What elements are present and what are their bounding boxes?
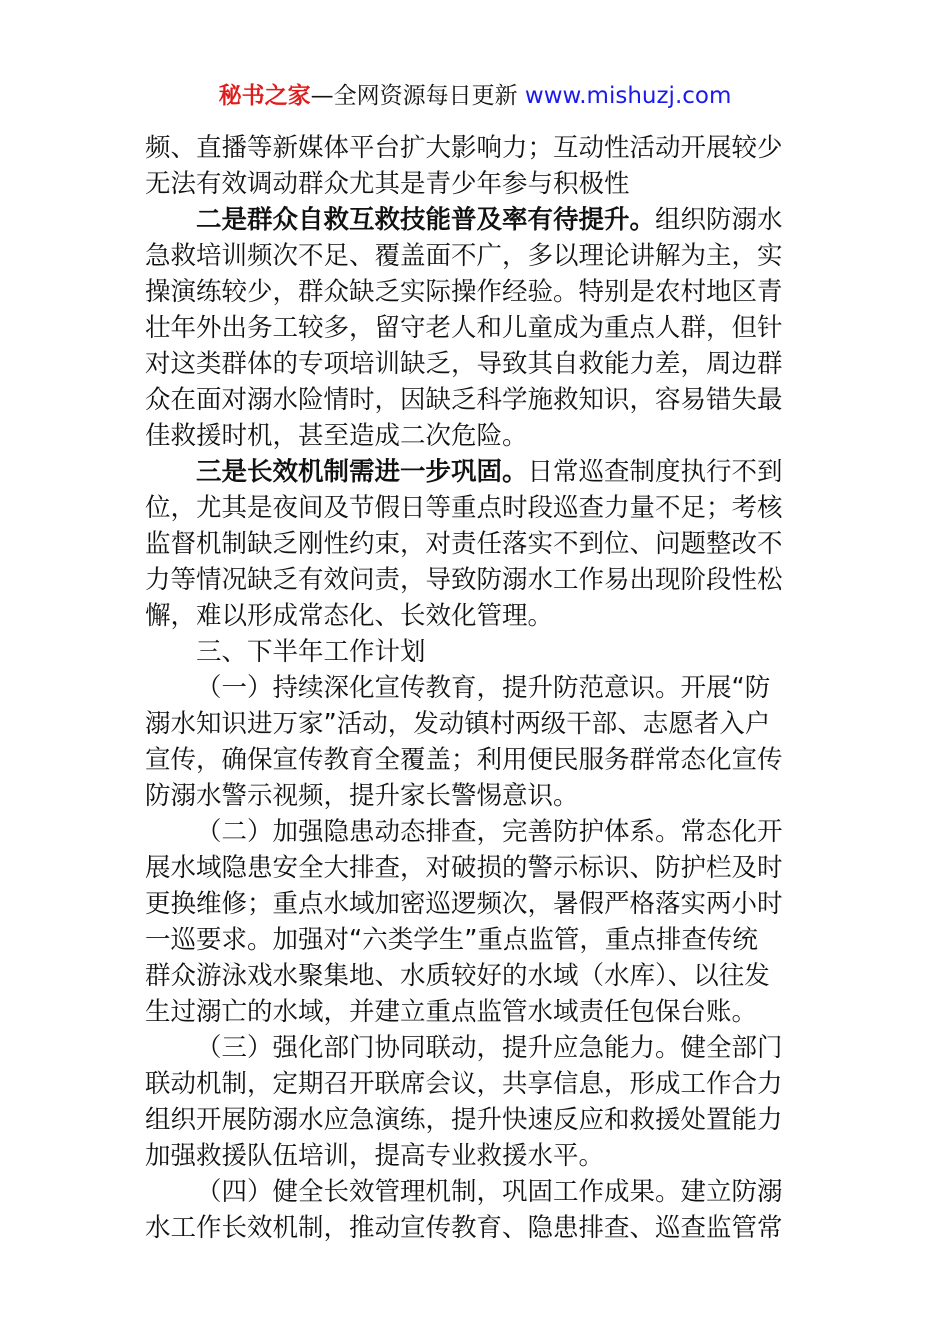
text-line: （一）持续深化宣传教育，提升防范意识。开展“防 bbox=[196, 673, 771, 703]
text-line: 监督机制缺乏刚性约束，对责任落实不到位、问题整改不 bbox=[145, 529, 783, 559]
text-line: 一巡要求。加强对“六类学生”重点监管，重点排查传统 bbox=[145, 925, 758, 955]
text-line: 联动机制，定期召开联席会议，共享信息，形成工作合力 bbox=[145, 1069, 783, 1099]
site-brand: 秘书之家 bbox=[218, 83, 311, 109]
section-heading: 三、下半年工作计划 bbox=[196, 637, 426, 667]
text-line: 位，尤其是夜间及节假日等重点时段巡查力量不足；考核 bbox=[145, 493, 783, 523]
text-line: 众在面对溺水险情时，因缺乏科学施救知识，容易错失最 bbox=[145, 385, 783, 415]
text-line: （二）加强隐患动态排查，完善防护体系。常态化开 bbox=[196, 817, 783, 847]
document-body bbox=[145, 130, 807, 1246]
text-line: （四）健全长效管理机制，巩固工作成果。建立防溺 bbox=[196, 1177, 783, 1207]
text-line: 水工作长效机制，推动宣传教育、隐患排查、巡查监管常 bbox=[145, 1213, 783, 1243]
text-line: 频、直播等新媒体平台扩大影响力；互动性活动开展较少 bbox=[145, 133, 783, 163]
text-line: 群众游泳戏水聚集地、水质较好的水域（水库）、以往发 bbox=[145, 961, 770, 991]
text-line: 加强救援队伍培训，提高专业救援水平。 bbox=[145, 1141, 605, 1171]
site-tagline: —全网资源每日更新 bbox=[310, 83, 525, 109]
text-line: 生过溺亡的水域，并建立重点监管水域责任包保台账。 bbox=[145, 997, 758, 1027]
text-line: 三是长效机制需进一步巩固。日常巡查制度执行不到 bbox=[196, 457, 783, 487]
text-line: 操演练较少，群众缺乏实际操作经验。特别是农村地区青 bbox=[145, 277, 783, 307]
text-line: （三）强化部门协同联动，提升应急能力。健全部门 bbox=[196, 1033, 783, 1063]
site-header bbox=[0, 80, 950, 112]
text-line: 二是群众自救互救技能普及率有待提升。组织防溺水 bbox=[196, 205, 783, 235]
paragraph-lead: 三是长效机制需进一步巩固。 bbox=[196, 457, 528, 487]
text-line: 宣传，确保宣传教育全覆盖；利用便民服务群常态化宣传 bbox=[145, 745, 783, 775]
text-line: 佳救援时机，甚至造成二次危险。 bbox=[145, 421, 528, 451]
text-line: 防溺水警示视频，提升家长警惕意识。 bbox=[145, 781, 579, 811]
text-line: 壮年外出务工较多，留守老人和儿童成为重点人群，但针 bbox=[145, 313, 783, 343]
text-line: 组织开展防溺水应急演练，提升快速反应和救援处置能力 bbox=[145, 1105, 783, 1135]
text-line: 无法有效调动群众尤其是青少年参与积极性 bbox=[145, 169, 630, 199]
text-line: 力等情况缺乏有效问责，导致防溺水工作易出现阶段性松 bbox=[145, 565, 783, 595]
text-line: 更换维修；重点水域加密巡逻频次，暑假严格落实两小时 bbox=[145, 889, 783, 919]
paragraph-lead: 二是群众自救互救技能普及率有待提升。 bbox=[196, 205, 656, 235]
text-line: 溺水知识进万家”活动，发动镇村两级干部、志愿者入户 bbox=[145, 709, 771, 739]
text-line: 对这类群体的专项培训缺乏，导致其自救能力差，周边群 bbox=[145, 349, 783, 379]
text-line: 急救培训频次不足、覆盖面不广，多以理论讲解为主，实 bbox=[145, 241, 783, 271]
text-line: 懈，难以形成常态化、长效化管理。 bbox=[145, 601, 554, 631]
site-url-link[interactable]: www.mishuzj.com bbox=[524, 83, 732, 109]
text-line: 展水域隐患安全大排查，对破损的警示标识、防护栏及时 bbox=[145, 853, 783, 883]
